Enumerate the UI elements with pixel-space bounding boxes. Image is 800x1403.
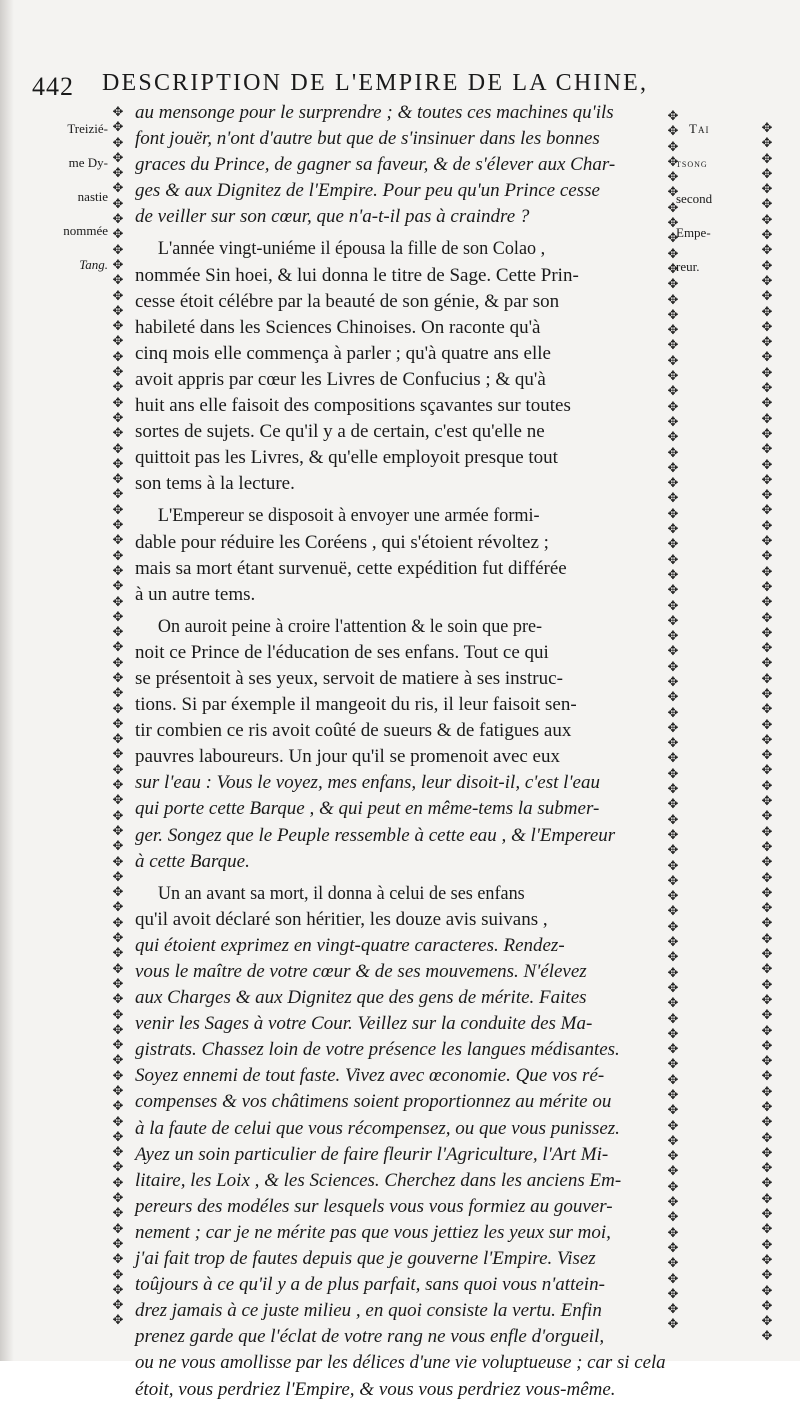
- running-title: DESCRIPTION DE L'EMPIRE DE LA CHINE,: [102, 70, 649, 96]
- ornament-border-right: ✥ ✥ ✥ ✥ ✥ ✥ ✥ ✥ ✥ ✥ ✥ ✥ ✥ ✥ ✥ ✥ ✥ ✥ ✥ ✥ ✥ ✥ ✥ ✥ ✥ ✥ ✥ ✥ ✥ ✥ ✥ ✥ ✥ ✥ ✥ ✥ ✥ ✥ ✥ ✥ ✥ ✥ ✥ ✥ ✥ ✥ ✥ ✥ ✥ ✥ ✥ ✥ ✥ ✥ ✥ ✥ ✥ ✥ ✥ ✥ ✥ ✥ ✥ ✥ ✥ ✥ ✥ ✥ ✥ ✥ ✥ ✥ ✥ ✥ ✥ ✥ ✥ ✥ ✥ ✥: [667, 108, 679, 1332]
- text-line: à la faute de celui que vous récompensez, ou que vous punissez.: [135, 1117, 620, 1139]
- margin-note-line: Empe-: [676, 225, 711, 240]
- text-line: étoit, vous perdriez l'Empire, & vous vous perdriez vous-même.: [135, 1378, 616, 1400]
- text-line: avoit appris par cœur les Livres de Confucius ; & qu'à: [135, 368, 546, 390]
- text-line: à un autre tems.: [135, 583, 256, 605]
- text-line: graces du Prince, de gagner sa faveur, & de s'élever aux Char-: [135, 154, 616, 176]
- text-line: sortes de sujets. Ce qu'il y a de certain, c'est qu'elle ne: [135, 421, 545, 443]
- text-line: tions. Si par éxemple il mangeoit du ris, il leur faisoit sen-: [135, 694, 577, 716]
- margin-note-line: tsong: [676, 158, 708, 170]
- text-line: cinq mois elle commença à parler ; qu'à quatre ans elle: [135, 342, 551, 364]
- margin-note-line: me Dy-: [68, 155, 108, 170]
- text-line: se présentoit à ses yeux, servoit de matiere à ses instruc-: [135, 667, 563, 689]
- text-line: vous le maître de votre cœur & de ses mouvemens. N'élevez: [135, 961, 587, 982]
- text-line: compenses & vos châtimens soient proportionnez au mérite ou: [135, 1091, 612, 1113]
- text-line: L'année vingt-uniéme il épousa la fille de son Colao ,: [157, 238, 546, 260]
- text-line: dable pour réduire les Coréens , qui s'étoient révoltez ;: [135, 531, 549, 553]
- ornament-border-left: ✥ ✥ ✥ ✥ ✥ ✥ ✥ ✥ ✥ ✥ ✥ ✥ ✥ ✥ ✥ ✥ ✥ ✥ ✥ ✥ ✥ ✥ ✥ ✥ ✥ ✥ ✥ ✥ ✥ ✥ ✥ ✥ ✥ ✥ ✥ ✥ ✥ ✥ ✥ ✥ ✥ ✥ ✥ ✥ ✥ ✥ ✥ ✥ ✥ ✥ ✥ ✥ ✥ ✥ ✥ ✥ ✥ ✥ ✥ ✥ ✥ ✥ ✥ ✥ ✥ ✥ ✥ ✥ ✥ ✥ ✥ ✥ ✥ ✥ ✥ ✥ ✥ ✥ ✥ ✥: [112, 104, 124, 1328]
- text-line: au mensonge pour le surprendre ; & toutes ces machines qu'ils: [135, 102, 614, 123]
- text-line: font jouër, n'ont d'autre but que de s'insinuer dans les bonnes: [135, 128, 600, 150]
- margin-note-line: reur.: [676, 259, 700, 274]
- text-line: qu'il avoit déclaré son héritier, les douze avis suivans ,: [135, 908, 548, 930]
- text-line: de veiller sur son cœur, que n'a-t-il pas à craindre ?: [135, 206, 530, 228]
- margin-note-line: nommée: [63, 223, 108, 238]
- text-line: litaire, les Loix , & les Sciences. Cherchez dans les anciens Em-: [135, 1169, 622, 1191]
- text-line: ou ne vous amollisse par les délices d'une vie voluptueuse ; car si cela: [135, 1352, 666, 1374]
- text-line: pauvres laboureurs. Un jour qu'il se promenoit avec eux: [135, 746, 560, 768]
- text-line: qui porte cette Barque , & qui peut en même-tems la submer-: [135, 798, 600, 820]
- text-line: quittoit pas les Livres, & qu'elle employoit presque tout: [135, 447, 558, 469]
- text-line: cesse étoit célébre par la beauté de son génie, & par son: [135, 290, 560, 312]
- text-line: ges & aux Dignitez de l'Empire. Pour peu qu'un Prince cesse: [135, 180, 600, 202]
- text-line: pereurs des modéles sur lesquels vous vous formiez au gouver-: [135, 1195, 613, 1217]
- text-line: Soyez ennemi de tout faste. Vivez avec œconomie. Que vos ré-: [135, 1065, 605, 1087]
- margin-note-right: [676, 103, 742, 292]
- margin-note-line: Tai: [689, 121, 710, 136]
- page-fold-shadow: [0, 0, 14, 1361]
- text-line: j'ai fait trop de fautes depuis que je gouverne l'Empire. Visez: [135, 1248, 596, 1270]
- page-number: 442: [32, 72, 74, 101]
- text-line: gistrats. Chassez loin de votre présence les langues médisantes.: [135, 1039, 620, 1061]
- text-line: qui étoient exprimez en vingt-quatre caracteres. Rendez-: [135, 934, 565, 956]
- text-line: huit ans elle faisoit des compositions sçavantes sur toutes: [135, 395, 571, 417]
- text-line: toûjours à ce qu'il y a de plus parfait, sans quoi vous n'attein-: [135, 1274, 605, 1296]
- text-line: son tems à la lecture.: [135, 473, 295, 495]
- text-line: nement ; car je ne mérite pas que vous jettiez les yeux sur moi,: [135, 1221, 611, 1243]
- margin-note-left: [34, 103, 108, 290]
- text-line: aux Charges & aux Dignitez que des gens de mérite. Faites: [135, 987, 587, 1009]
- text-line: habileté dans les Sciences Chinoises. On raconte qu'à: [135, 316, 541, 338]
- text-line: On auroit peine à croire l'attention & le soin que pre-: [157, 615, 543, 637]
- text-line: L'Empereur se disposoit à envoyer une armée formi-: [157, 505, 540, 527]
- margin-note-line: nastie: [77, 189, 108, 204]
- text-line: mais sa mort étant survenuë, cette expédition fut différée: [135, 557, 567, 579]
- text-line: Ayez un soin particulier de faire fleurir l'Agriculture, l'Art Mi-: [135, 1143, 609, 1165]
- text-line: drez jamais à ce juste milieu , en quoi consiste la vertu. Enfin: [135, 1300, 602, 1322]
- margin-note-line: Treizié-: [67, 121, 108, 136]
- text-line: venir les Sages à votre Cour. Veillez sur la conduite des Ma-: [135, 1013, 593, 1035]
- ornament-border-far-right: ✥ ✥ ✥ ✥ ✥ ✥ ✥ ✥ ✥ ✥ ✥ ✥ ✥ ✥ ✥ ✥ ✥ ✥ ✥ ✥ ✥ ✥ ✥ ✥ ✥ ✥ ✥ ✥ ✥ ✥ ✥ ✥ ✥ ✥ ✥ ✥ ✥ ✥ ✥ ✥ ✥ ✥ ✥ ✥ ✥ ✥ ✥ ✥ ✥ ✥ ✥ ✥ ✥ ✥ ✥ ✥ ✥ ✥ ✥ ✥ ✥ ✥ ✥ ✥ ✥ ✥ ✥ ✥ ✥ ✥ ✥ ✥ ✥ ✥ ✥ ✥ ✥ ✥ ✥ ✥: [761, 120, 773, 1344]
- text-line: sur l'eau : Vous le voyez, mes enfans, leur disoit-il, c'est l'eau: [135, 772, 600, 794]
- text-line: Un an avant sa mort, il donna à celui de ses enfans: [157, 882, 525, 904]
- body-text: [135, 100, 665, 1403]
- text-line: prenez garde que l'éclat de votre rang ne vous enfle d'orgueil,: [135, 1326, 605, 1348]
- text-line: noit ce Prince de l'éducation de ses enfans. Tout ce qui: [135, 641, 549, 663]
- text-line: tir combien ce ris avoit coûté de sueurs & de fatigues aux: [135, 720, 572, 742]
- text-line: ger. Songez que le Peuple ressemble à cette eau , & l'Empereur: [135, 824, 616, 846]
- margin-note-line: Tang.: [79, 257, 108, 272]
- text-line: à cette Barque.: [135, 850, 250, 872]
- text-line: nommée Sin hoei, & lui donna le titre de Sage. Cette Prin-: [135, 264, 579, 286]
- margin-note-line: second: [676, 191, 713, 206]
